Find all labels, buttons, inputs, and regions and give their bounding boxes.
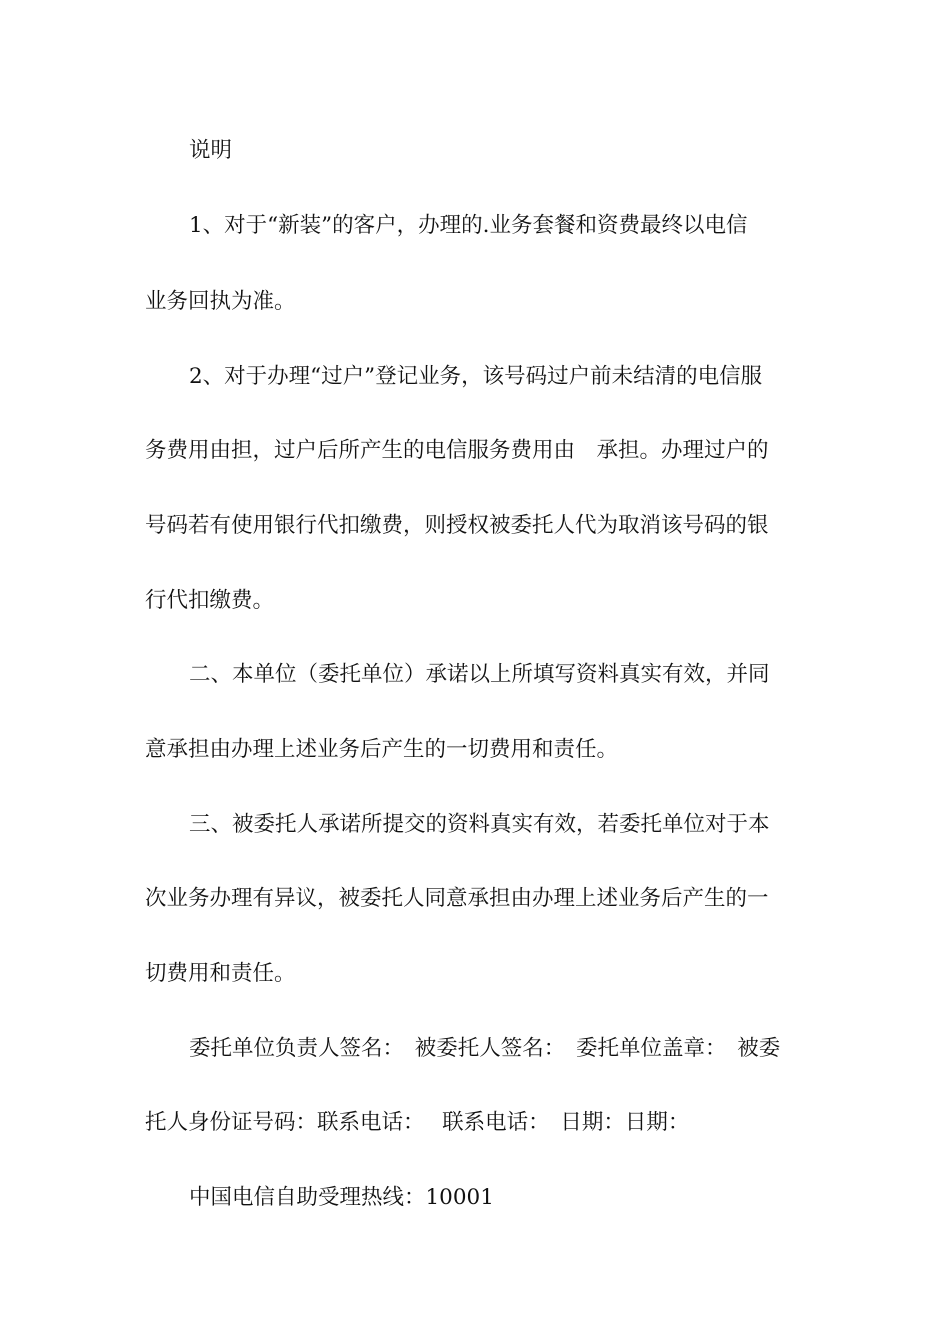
signature-line-2: 托人身份证号码：联系电话： 联系电话： 日期：日期： [145, 1110, 690, 1135]
paragraph-2-line-1: 2、对于办理“过户”登记业务，该号码过户前未结清的电信服 [189, 364, 763, 389]
paragraph-4-line-2: 次业务办理有异议，被委托人同意承担由办理上述业务后产生的一 [145, 886, 769, 911]
paragraph-4-line-1: 三、被委托人承诺所提交的资料真实有效，若委托单位对于本 [189, 812, 770, 837]
paragraph-3-line-2: 意承担由办理上述业务后产生的一切费用和责任。 [145, 737, 619, 762]
section-heading: 说明 [189, 138, 233, 163]
paragraph-2-line-4: 行代扣缴费。 [145, 588, 275, 613]
paragraph-4-line-3: 切费用和责任。 [145, 961, 296, 986]
signature-line-1: 委托单位负责人签名： 被委托人签名： 委托单位盖章： 被委 [189, 1036, 781, 1061]
paragraph-2-line-3: 号码若有使用银行代扣缴费，则授权被委托人代为取消该号码的银 [145, 513, 769, 538]
paragraph-1-line-2: 业务回执为准。 [145, 289, 296, 314]
hotline-text: 中国电信自助受理热线：10001 [189, 1185, 494, 1210]
paragraph-1-line-1: 1、对于“新装”的客户，办理的.业务套餐和资费最终以电信 [189, 213, 748, 238]
paragraph-3-line-1: 二、本单位（委托单位）承诺以上所填写资料真实有效，并同 [189, 662, 770, 687]
paragraph-2-line-2: 务费用由担，过户后所产生的电信服务费用由 承担。办理过户的 [145, 438, 769, 463]
